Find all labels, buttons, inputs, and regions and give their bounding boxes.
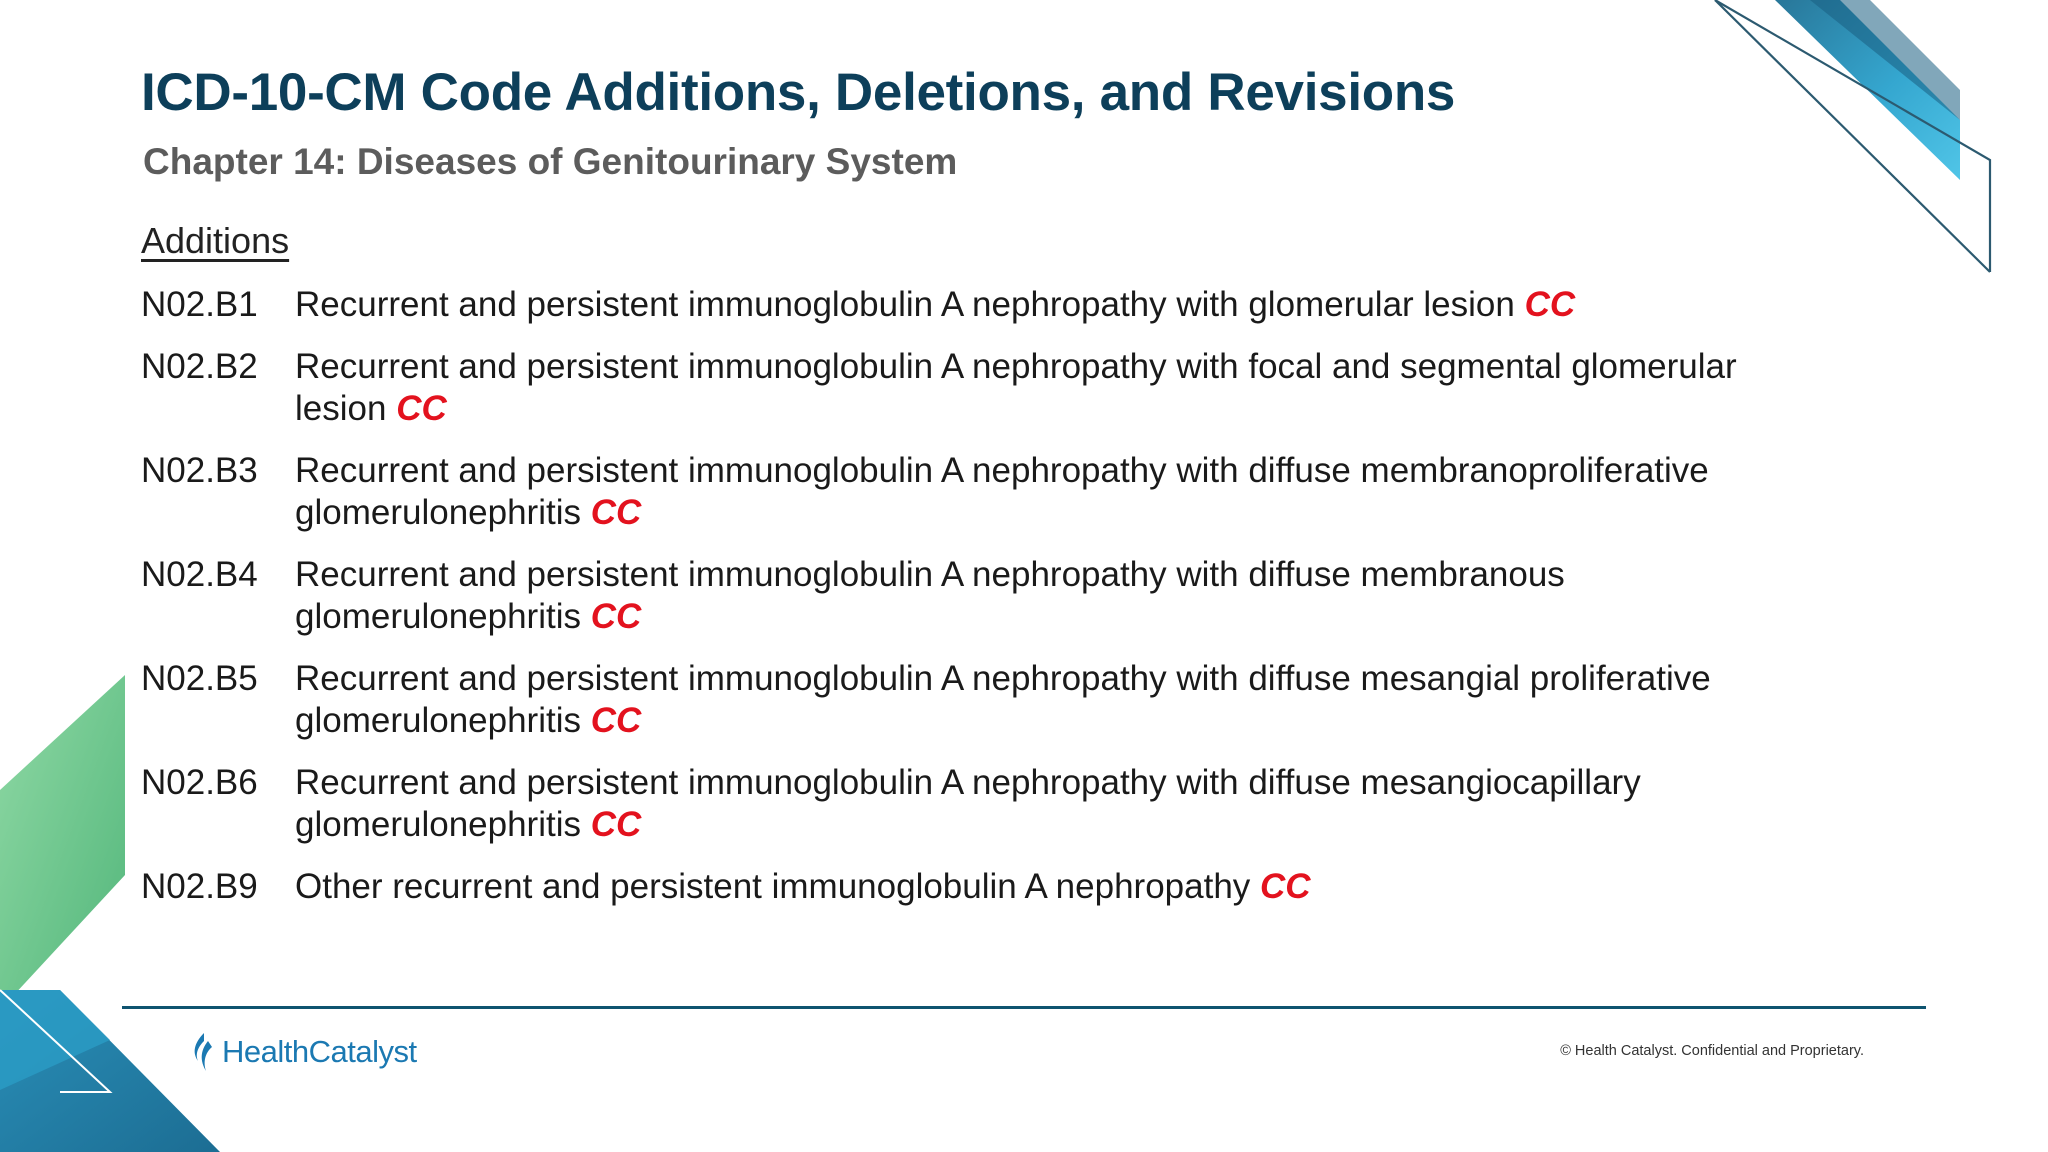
code-row <box>141 284 1821 326</box>
code-description: Recurrent and persistent immunoglobulin A nephropathy with focal and segmental glomerular lesion CC <box>295 347 1737 428</box>
code-value: N02.B6 <box>141 763 258 802</box>
code-value: N02.B5 <box>141 659 258 698</box>
page-title: ICD-10-CM Code Additions, Deletions, and Revisions <box>141 63 1456 122</box>
code-row <box>141 346 1821 430</box>
cc-flag: CC <box>590 701 642 740</box>
cc-flag: CC <box>1260 867 1311 906</box>
code-description: Other recurrent and persistent immunoglobulin A nephropathy CC <box>295 867 1311 906</box>
cc-flag: CC <box>590 493 642 532</box>
code-value: N02.B2 <box>141 347 258 386</box>
code-row <box>141 554 1821 638</box>
cc-flag: CC <box>1524 285 1576 324</box>
code-description: Recurrent and persistent immunoglobulin A nephropathy with diffuse membranous glomerulonephritis CC <box>295 555 1565 636</box>
page-subtitle: Chapter 14: Diseases of Genitourinary System <box>143 141 958 182</box>
cc-flag: CC <box>590 805 642 844</box>
code-row <box>141 762 1821 846</box>
code-row <box>141 866 1821 908</box>
code-value: N02.B3 <box>141 451 258 490</box>
cc-flag: CC <box>590 597 642 636</box>
code-description: Recurrent and persistent immunoglobulin A nephropathy with diffuse mesangial proliferative glomerulonephritis CC <box>295 659 1711 740</box>
health-catalyst-logo <box>190 1030 417 1074</box>
code-value: N02.B9 <box>141 867 258 906</box>
cc-flag: CC <box>396 389 447 428</box>
section-label-additions: Additions <box>141 220 290 261</box>
footer-divider <box>122 1006 1926 1009</box>
code-description: Recurrent and persistent immunoglobulin A nephropathy with glomerular lesion CC <box>295 285 1576 324</box>
code-row <box>141 658 1821 742</box>
code-value: N02.B1 <box>141 285 258 324</box>
copyright-notice: © Health Catalyst. Confidential and Proprietary. <box>1560 1043 1864 1059</box>
code-description: Recurrent and persistent immunoglobulin A nephropathy with diffuse membranoproliferative glomerulonephritis CC <box>295 451 1709 532</box>
top-right-ribbon <box>1715 0 1990 272</box>
code-list <box>141 284 1821 928</box>
code-row <box>141 450 1821 534</box>
code-description: Recurrent and persistent immunoglobulin A nephropathy with diffuse mesangiocapillary glomerulonephritis CC <box>295 763 1641 844</box>
flame-icon <box>190 1031 216 1073</box>
logo-text: HealthCatalyst <box>222 1034 417 1069</box>
code-value: N02.B4 <box>141 555 258 594</box>
